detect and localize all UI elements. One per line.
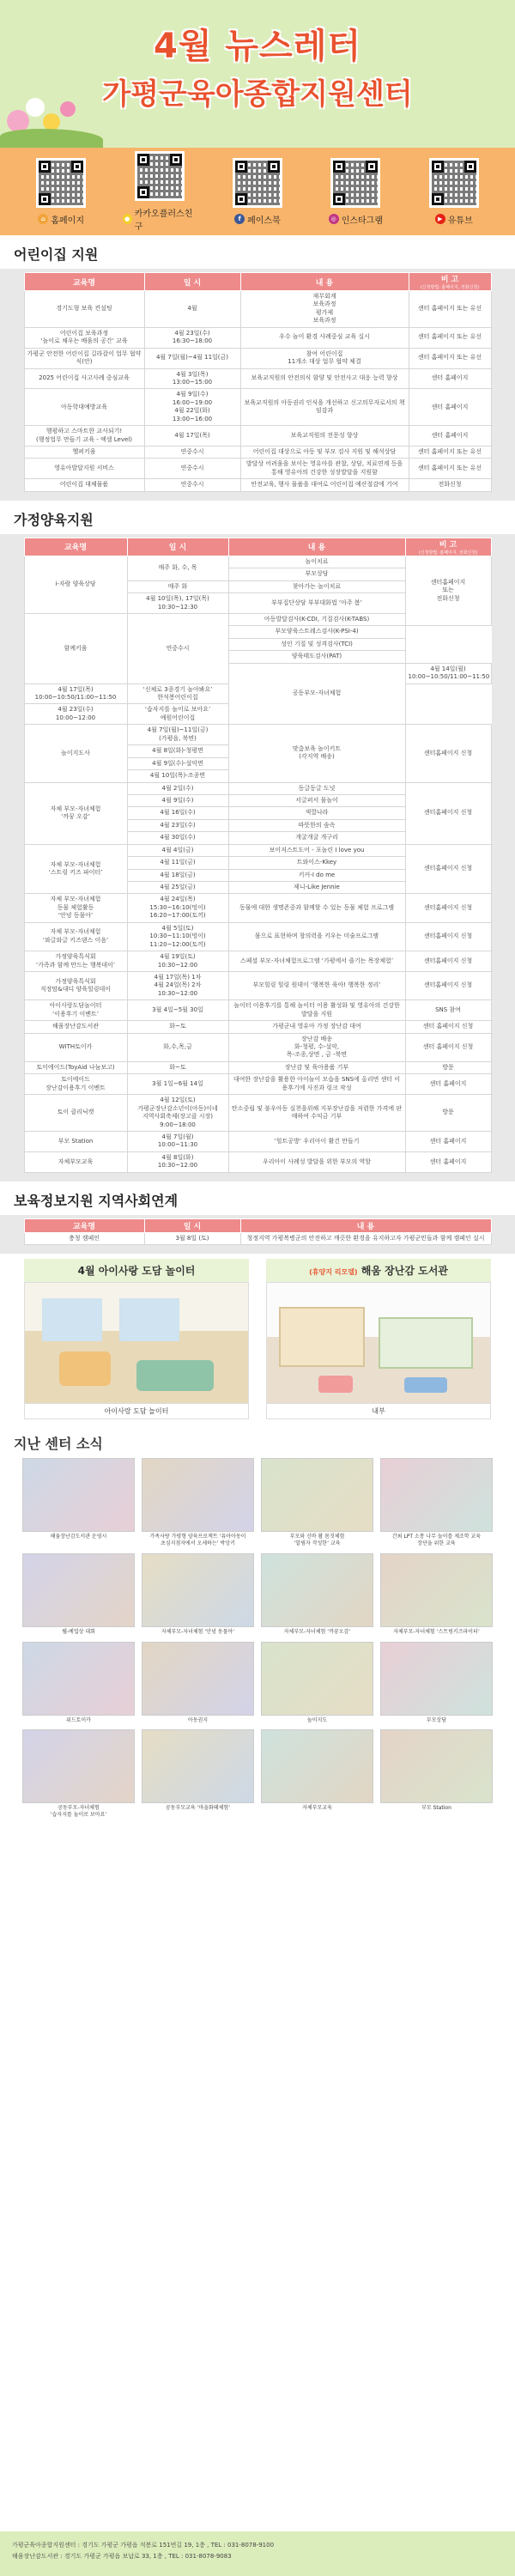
- gallery-item: [261, 1458, 373, 1550]
- gallery-caption: 위드토이카: [66, 1716, 91, 1723]
- table-cell: 센터 홈페이지 또는 유선: [409, 348, 491, 368]
- table-cell: 부부집단상담 부부대화법 ‘아주 봄’: [228, 593, 405, 614]
- table-row: [24, 389, 491, 426]
- table-cell: 어린이집 보육과정 ‘놀이로 채우는 배움의 공간’ 교육: [24, 327, 144, 348]
- table-cell: 센터 홈페이지: [409, 389, 491, 426]
- newsletter-header: [0, 0, 515, 148]
- table-cell: 4월 17일(목) 1차 4월 24일(목) 2차 10:30~12:00: [127, 971, 228, 999]
- table-row: [24, 725, 491, 745]
- table-cell: 자체부모교육: [24, 1151, 127, 1172]
- table-row: [24, 1061, 491, 1073]
- gallery-photo: [22, 1729, 135, 1803]
- table-cell: ‘습자지를 놀이로 보아요’ 예원어린이집: [127, 704, 228, 725]
- col-header-program: 교육명: [24, 538, 127, 556]
- table-cell: 발달상 어려움을 보이는 영유아를 관찰, 상담, 치료연계 등을 통해 영유아의 건강한 성장발달을 지원함: [240, 459, 409, 479]
- table-cell: 4월 9일(수)-설악면: [127, 757, 228, 769]
- table-cell: 동물에 대한 생명존중과 함께할 수 있는 동물 체험 프로그램: [228, 894, 405, 922]
- gallery-caption: 자체부모-자녀체험 ‘안녕 동물아’: [161, 1628, 235, 1635]
- toylibrary-photo: [266, 1282, 491, 1404]
- qr-label-text: 인스타그램: [341, 216, 384, 226]
- table-cell: 아동발달검사(K-CDI, 기질검사(K-TABS): [228, 613, 405, 625]
- table-cell: 매주 화, 수, 목: [127, 556, 228, 580]
- daycare-table: [24, 272, 492, 492]
- table-cell: 4월 10일(목)-조종면: [127, 770, 228, 782]
- center-name: 가평군육아종합지원센터: [102, 77, 413, 112]
- table-cell: 4월 14일(월) 10:00~10:50/11:00~11:50: [405, 663, 491, 683]
- table-cell: 센터홈페이지 신청: [405, 725, 491, 782]
- table-cell: 4월 7일(월)~4월 11일(금): [144, 348, 240, 368]
- table-cell: 성인 기질 및 성격검사(TCI): [228, 638, 405, 650]
- col-header-content: 내 용: [240, 273, 409, 291]
- table-cell: 3월 4일~5월 30일: [127, 1000, 228, 1021]
- table-cell: 양육태도검사(PAT): [228, 651, 405, 663]
- toylibrary-photo-caption: 내부: [266, 1404, 491, 1419]
- table-row: [24, 1074, 491, 1095]
- table-cell: 서글퍼서 물놀이: [228, 794, 405, 806]
- table-cell: 공동부모-자녀체험: [228, 663, 405, 725]
- flower-decoration: [0, 94, 103, 148]
- table-cell: 4월 7일(월) 10:00~11:30: [127, 1131, 228, 1151]
- region-table: [24, 1218, 492, 1245]
- table-row: [24, 447, 491, 459]
- gallery-caption: 가족사랑 가평형 양육프로젝트 ‘유아아동이 초심지점자에서 오세하는’ 박앙키: [149, 1534, 246, 1546]
- family-section-title: 가정양육지원: [14, 511, 94, 528]
- table-cell: 재무회계 보육과정 평가제 보육과정: [240, 291, 409, 328]
- col-header-program: 교육명: [24, 1218, 144, 1232]
- gallery-caption: 놀이지도: [306, 1716, 328, 1723]
- table-cell: 부모 Station: [24, 1131, 127, 1151]
- gallery-item: [261, 1553, 373, 1638]
- gallery-row: [22, 1729, 493, 1821]
- table-cell: 4월: [144, 291, 240, 328]
- table-cell: 트와이스-Kkey: [228, 857, 405, 869]
- gallery-caption: 부모상담: [426, 1716, 447, 1723]
- col-header-date: 일 시: [144, 1218, 240, 1232]
- table-cell: 해움장난감도서관: [24, 1021, 127, 1033]
- table-cell: 장난감 배송 화-청평, 수-설악, 목-조종,상면 , 금 -북면: [228, 1033, 405, 1061]
- instagram-icon: ◎: [329, 214, 339, 224]
- table-cell: 부모상담: [228, 568, 405, 580]
- gallery-caption: 자체부모-자녀체험 ‘스트링키즈파이터’: [393, 1628, 480, 1635]
- table-cell: 제니-Like Jennie: [228, 882, 405, 894]
- table-cell: 방문: [405, 1061, 491, 1073]
- table-cell: 헬퍼키움: [24, 447, 144, 459]
- gallery-photo: [142, 1458, 254, 1532]
- footer-center-address: 가평군육아종합지원센터 : 경기도 가평군 가평읍 석봉로 151번길 19, 1층 , TEL : 031-8078-9100: [12, 2542, 275, 2549]
- table-cell: 토이에이드(ToyAid 나눔보고): [24, 1061, 127, 1073]
- table-row: [24, 1021, 491, 1033]
- table-cell: 가정양육특식회 직장맘&대디 양육힐링데이: [24, 971, 127, 999]
- table-cell: 3월 1일~6월 14일: [127, 1074, 228, 1095]
- gallery-item: [380, 1553, 493, 1638]
- table-row: [24, 1000, 491, 1021]
- table-cell: 센터홈페이지 신청: [405, 894, 491, 922]
- table-cell: 센터홈페이지 신청: [405, 971, 491, 999]
- table-cell: 센터 홈페이지: [405, 1151, 491, 1172]
- gallery-item: [22, 1729, 135, 1821]
- qr-label-text: 페이스북: [247, 216, 281, 226]
- gallery-photo: [380, 1458, 493, 1532]
- home-icon: ⌂: [38, 214, 48, 224]
- facility-photos: [0, 1254, 515, 1428]
- table-cell: 4월 17일(목): [144, 426, 240, 447]
- table-cell: 키커-I do me: [228, 869, 405, 881]
- table-row: [24, 1232, 491, 1244]
- table-cell: 영유아발달지원 서비스: [24, 459, 144, 479]
- table-cell: 보육교직원의 전문성 향상: [240, 426, 409, 447]
- gallery-photo: [142, 1729, 254, 1803]
- table-cell: 센터 홈페이지 또는 유선: [409, 291, 491, 328]
- table-cell: 장난감 및 육아용품 기부: [228, 1061, 405, 1073]
- table-cell: 자체 부모-자녀체험 동물 체험활동 ‘안녕 동물아’: [24, 894, 127, 922]
- table-cell: 함께키움: [24, 613, 127, 683]
- table-cell: 참여 어린이집 11개소 대상 업무 협약 체결: [240, 348, 409, 368]
- col-header-date: 일 시: [127, 538, 228, 556]
- table-cell: 4월 30일(수): [127, 832, 228, 844]
- table-row: [24, 426, 491, 447]
- table-cell: 센터홈페이지 신청: [405, 782, 491, 844]
- table-cell: 놀이지도사: [24, 725, 127, 782]
- qr-code-image: [429, 158, 479, 208]
- table-cell: 4월 11일(금): [127, 857, 228, 869]
- table-cell: 보이저스트도어 - 포놀린 I love you: [228, 844, 405, 856]
- sns-qr-bar: [0, 148, 515, 235]
- table-row: [24, 348, 491, 368]
- table-cell: 경기도형 보육 컨설팅: [24, 291, 144, 328]
- qr-code-image: [36, 158, 86, 208]
- table-cell: 우리아이 사례성 발달을 위한 부모의 역할: [228, 1151, 405, 1172]
- table-row: [24, 971, 491, 999]
- gallery-item: [261, 1729, 373, 1821]
- table-cell: 센터 홈페이지 또는 유선: [409, 327, 491, 348]
- table-cell: 4월 12일(토) 가평군장난감소년이(아동)이네 지역사회축제(장고클 시장) 9:00~18:00: [127, 1095, 228, 1132]
- gallery-photo: [261, 1553, 373, 1627]
- table-cell: 센터 홈페이지 신청: [405, 1021, 491, 1033]
- table-cell: 연중수시: [144, 459, 240, 479]
- gallery-photo: [380, 1642, 493, 1716]
- table-cell: 청정지역 가평복병군의 안전하고 깨끗한 환경을 유지하고자 가평군민들과 함께 캠페인 실시: [240, 1232, 491, 1244]
- qr-label-text: 홈페이지: [51, 216, 84, 226]
- table-cell: 안전교육, 행사 물품을 대여로 어린이집 예산절감에 기여: [240, 479, 409, 491]
- table-cell: 연중수시: [144, 479, 240, 491]
- family-section: [0, 501, 515, 1182]
- gallery-photo: [22, 1553, 135, 1627]
- table-row: [24, 291, 491, 328]
- table-row: [24, 1095, 491, 1132]
- table-cell: 부모양육스트레스검사(K-PSI-4): [228, 626, 405, 638]
- region-section-title: 보육정보지원 지역사회연계: [14, 1192, 179, 1209]
- table-cell: 4월 24일(목) 15:30~16:10(멍이) 16:20~17:00(토끼): [127, 894, 228, 922]
- footer: [0, 2531, 515, 2576]
- table-cell: 보육교직원의 안전의식 함양 및 안전사고 대응 능력 향상: [240, 368, 409, 389]
- table-cell: 센터홈페이지 또는 전화신청: [405, 556, 491, 626]
- table-cell: 따뜻한의 숲속: [228, 819, 405, 831]
- gallery-item: [22, 1642, 135, 1727]
- qr-code-image: [135, 151, 185, 201]
- table-cell: 센터홈페이지 신청: [405, 951, 491, 972]
- gallery: [0, 1458, 515, 1821]
- table-cell: 스페셜 부모-자녀체험프로그램 ‘가평에서 즐기는 목장체험’: [228, 951, 405, 972]
- gallery-caption: 해움장난감도서관 운영시: [50, 1534, 107, 1540]
- table-row: [24, 1033, 491, 1061]
- table-cell: 4월 8일(화)-청평면: [127, 745, 228, 757]
- table-cell: 동글동글 도넛: [228, 782, 405, 794]
- table-cell: 센터 홈페이지 또는 유선: [409, 447, 491, 459]
- gallery-caption: 웰-예업상 대회: [62, 1628, 95, 1635]
- table-row: [24, 327, 491, 348]
- gallery-caption: 자체부모-자녀체험 ‘까꿍오감’: [283, 1628, 351, 1635]
- playground-photo-title: 4월 아이사랑 도담 놀이터: [24, 1259, 249, 1282]
- table-cell: 4월 18일(금): [127, 869, 228, 881]
- table-row: [24, 782, 491, 794]
- gallery-title: 지난 센터 소식: [14, 1436, 103, 1453]
- table-cell: 센터 홈페이지: [409, 426, 491, 447]
- gallery-item: [142, 1729, 254, 1821]
- table-cell: 연중수시: [127, 613, 228, 683]
- gallery-caption: 공동부모교육 ‘마을화떼체험’: [165, 1805, 231, 1812]
- qr-code-home[interactable]: [24, 158, 98, 226]
- qr-label-text: 유튜브: [447, 216, 473, 226]
- table-cell: 화~토: [127, 1061, 228, 1073]
- table-cell: 토이 클리닉캣: [24, 1095, 127, 1132]
- gallery-photo: [22, 1458, 135, 1532]
- table-cell: 자체 부모-자녀체험 ‘까꿍 오감’: [24, 782, 127, 844]
- col-header-program: 교육명: [24, 273, 144, 291]
- table-cell: 색깔나라: [228, 807, 405, 819]
- gallery-caption: 간최 LPT 소통 나무 놀이를 제조학 교육 장단을 위한 교육: [391, 1534, 482, 1546]
- gallery-item: [142, 1458, 254, 1550]
- table-cell: 아동학대예방교육: [24, 389, 144, 426]
- youtube-icon: ▶: [435, 214, 445, 224]
- table-cell: 4월 9일(수): [127, 794, 228, 806]
- table-cell: i-자람 양육상담: [24, 556, 127, 613]
- table-cell: 가평군 안전한 어린이집 길라잡이 업무 협약식(안): [24, 348, 144, 368]
- table-cell: 개굴개굴 개구리: [228, 832, 405, 844]
- table-cell: 찾아가는 놀이치료: [228, 580, 405, 592]
- gallery-caption: 부모와 신바 활 몸짓체험 ‘알림자 작성한’ 교육: [289, 1534, 345, 1546]
- table-cell: 매주 화: [127, 580, 228, 592]
- table-cell: 센터홈페이지 신청: [405, 844, 491, 894]
- gallery-item: [380, 1729, 493, 1821]
- table-cell: 자체 부모-자녀체험 ‘와글와글 키즈댄스 이음’: [24, 922, 127, 951]
- table-cell: 4월 19일(토) 10:30~12:00: [127, 951, 228, 972]
- table-cell: 부모힐링 힐링 원데이 ‘행복한 육아! 행복한 정리’: [228, 971, 405, 999]
- col-header-note: 비 고 (신청방법: 홈페이지, 전화신청): [405, 538, 491, 556]
- gallery-caption: 공동부모-자녀체험 ‘습자지를 놀이로 보아요’: [50, 1805, 107, 1819]
- table-cell: 탄소중립 및 불우아동 실천을위해 지부장난감을 저렴한 가격에 판매하여 수익금 기부: [228, 1095, 405, 1132]
- gallery-photo: [261, 1458, 373, 1532]
- table-row: [24, 368, 491, 389]
- playground-photo: [24, 1282, 249, 1404]
- playground-photo-card: [24, 1259, 249, 1419]
- gallery-photo: [380, 1553, 493, 1627]
- gallery-photo: [261, 1642, 373, 1716]
- table-cell: 센터 홈페이지: [405, 1131, 491, 1151]
- gallery-item: [22, 1553, 135, 1638]
- gallery-item: [380, 1642, 493, 1727]
- table-cell: 어린이집 대체물품: [24, 479, 144, 491]
- gallery-item: [142, 1553, 254, 1638]
- table-cell: 4월 10일(목), 17일(목) 10:30~12:30: [127, 593, 228, 614]
- table-cell: 2025 어린이집 사고사례 중심교육: [24, 368, 144, 389]
- gallery-photo: [142, 1642, 254, 1716]
- table-cell: 충청 캠페인: [24, 1232, 144, 1244]
- table-cell: 대여한 장난감을 활용한 아이놀이 모습을 SNS에 올리면 센터 이용후기에 사진과 링크 작성: [228, 1074, 405, 1095]
- qr-code-kakao[interactable]: [123, 151, 197, 232]
- table-cell: 4월 25일(금): [127, 882, 228, 894]
- table-cell: 맞춤보육 놀이키트 (각지역 배송): [228, 725, 405, 782]
- table-cell: 방문: [405, 1095, 491, 1132]
- kakao-icon: ●: [123, 214, 132, 224]
- table-cell: 4월 23일(수) 10:00~12:00: [24, 704, 127, 725]
- table-row: [24, 894, 491, 922]
- table-cell: 4월 3일(목) 13:00~15:00: [144, 368, 240, 389]
- table-cell: 센터 홈페이지: [405, 1074, 491, 1095]
- table-cell: 보육교직원의 아동권리 인식을 개선하고 신고의무자로서의 책임감과: [240, 389, 409, 426]
- table-cell: 4월 9일(수) 16:00~19:00 4월 22일(화) 13:00~16:00: [144, 389, 240, 426]
- table-row: [24, 556, 491, 568]
- qr-label-text: 카카오플러스친구: [134, 210, 193, 232]
- table-cell: 연중수시: [144, 447, 240, 459]
- qr-code-image: [330, 158, 380, 208]
- table-cell: 4월 16일(수): [127, 807, 228, 819]
- table-cell: 우수 놀이 환경 사례중심 교육 실시: [240, 327, 409, 348]
- table-cell: 화~토: [127, 1021, 228, 1033]
- col-header-content: 내 용: [240, 1218, 491, 1232]
- table-cell: SNS 참여: [405, 1000, 491, 1021]
- table-cell: 센터홈페이지 신청: [405, 922, 491, 951]
- table-cell: 4월 8일(화) 10:30~12:00: [127, 1151, 228, 1172]
- toylibrary-photo-card: [266, 1259, 491, 1419]
- gallery-photo: [142, 1553, 254, 1627]
- table-row: [24, 844, 491, 856]
- gallery-row: [22, 1458, 493, 1550]
- toylibrary-photo-title: (휴양지 리모델) 해움 장난감 도서관: [266, 1259, 491, 1282]
- region-section: [0, 1182, 515, 1254]
- gallery-photo: [261, 1729, 373, 1803]
- table-row: [24, 459, 491, 479]
- table-cell: 센터 홈페이지 신청: [405, 1033, 491, 1061]
- playground-photo-caption: 아이사랑 도담 놀이터: [24, 1404, 249, 1419]
- family-table: [24, 538, 492, 1173]
- gallery-photo: [22, 1642, 135, 1716]
- table-cell: ‘신체로 3종경기 놀아봐요’ 한석봉어린이집: [127, 683, 228, 704]
- table-cell: 4월 17일(목) 10:00~10:50/11:00~11:50: [24, 683, 127, 704]
- col-header-note: 비 고 (신청방법: 홈페이지, 전화신청): [409, 273, 491, 291]
- table-row: [24, 922, 491, 951]
- gallery-item: [142, 1642, 254, 1727]
- daycare-section-title: 어린이집 지원: [14, 246, 99, 263]
- gallery-caption: 자체부모교육: [302, 1805, 332, 1812]
- table-cell: 4월 4일(금): [127, 844, 228, 856]
- col-header-date: 일 시: [144, 273, 240, 291]
- table-row: [24, 1151, 491, 1172]
- table-cell: 행평하고 스마트한 교사되기! (행정업무 만들기 교육 - 엑셀 Level): [24, 426, 144, 447]
- qr-code-image: [233, 158, 282, 208]
- table-cell: 4월 23일(수) 16:30~18:00: [144, 327, 240, 348]
- gallery-row: [22, 1642, 493, 1727]
- table-cell: 4월 5일(토) 10:30~11:10(멍이) 11:20~12:00(토끼): [127, 922, 228, 951]
- table-cell: WITH토이카: [24, 1033, 127, 1061]
- table-cell: 토이에이드 장난감이용후기 이벤트: [24, 1074, 127, 1095]
- table-cell: 4월 7일(월)~11일(금) (가평읍, 북면): [127, 725, 228, 745]
- table-cell: 4월 2일(수): [127, 782, 228, 794]
- table-row: [24, 951, 491, 972]
- table-cell: 아이사랑도담놀이터 ‘이용후기 이벤트’: [24, 1000, 127, 1021]
- table-cell: 놀이터 이용후기를 통해 놀이터 이용 활성화 및 영유아의 건강한 발달을 지원: [228, 1000, 405, 1021]
- gallery-item: [261, 1642, 373, 1727]
- table-row: [24, 479, 491, 491]
- table-cell: 어린이집 대상으로 아동 및 부모 검사 지원 및 해석상담: [240, 447, 409, 459]
- table-row: [24, 1131, 491, 1151]
- daycare-section: [0, 235, 515, 501]
- gallery-caption: 아동권지: [187, 1716, 209, 1723]
- facebook-icon: f: [234, 214, 245, 224]
- qr-code-youtube[interactable]: [417, 158, 491, 226]
- table-cell: 화,수,목,금: [127, 1033, 228, 1061]
- footer-toylibrary-address: 해움장난감도서관 : 경기도 가평군 가평읍 보납로 33, 1층 , TEL : 031-8078-9083: [12, 2552, 232, 2560]
- table-cell: 자체 부모-자녀체험 ‘스트링 키즈 파이터’: [24, 844, 127, 894]
- table-cell: 가평군내 영유아 가정 장난감 대여: [228, 1021, 405, 1033]
- table-cell: 놀이치료: [228, 556, 405, 568]
- gallery-row: [22, 1553, 493, 1638]
- table-cell: 몸으로 표현하며 창의력을 키우는 미술프로그램: [228, 922, 405, 951]
- table-cell: ‘힐트공방’ 우리아이 활건 만들기: [228, 1131, 405, 1151]
- gallery-item: [380, 1458, 493, 1550]
- table-cell: 전화신청: [409, 479, 491, 491]
- gallery-item: [22, 1458, 135, 1550]
- table-cell: 가정양육특식회 ‘가족과 함께 만드는 행복데이’: [24, 951, 127, 972]
- table-cell: 4월 23일(수): [127, 819, 228, 831]
- table-cell: 3월 8일 (토): [144, 1232, 240, 1244]
- table-cell: 센터 홈페이지 또는 유선: [409, 459, 491, 479]
- gallery-caption: 부모 Station: [421, 1805, 451, 1812]
- gallery-photo: [380, 1729, 493, 1803]
- qr-code-facebook[interactable]: [221, 158, 294, 226]
- col-header-content: 내 용: [228, 538, 405, 556]
- table-cell: 센터 홈페이지: [409, 368, 491, 389]
- qr-code-instagram[interactable]: [318, 158, 392, 226]
- newsletter-title: 4월 뉴스레터: [154, 27, 361, 66]
